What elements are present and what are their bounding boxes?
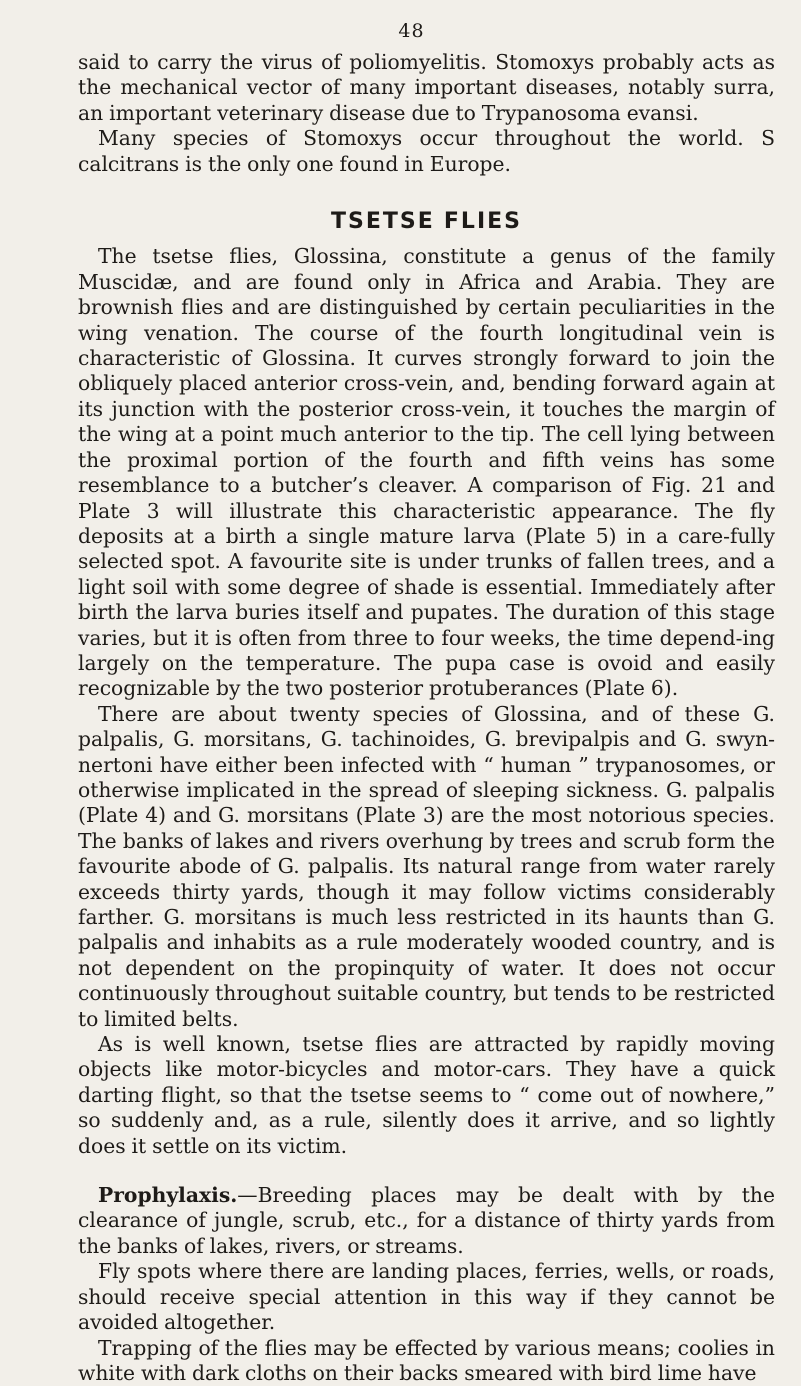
prophylaxis-paragraph-3: Trapping of the flies may be effected by various means; coolies in white with dark cloths on their backs smeared with bird lime have: [78, 1336, 775, 1386]
prophylaxis-paragraph-2: Fly spots where there are landing places, ferries, wells, or roads, should receive special attention in this way if they cannot be avoided altogether.: [78, 1259, 775, 1335]
tsetse-paragraph-3: As is well known, tsetse flies are attracted by rapidly moving objects like motor-bicycles and motor-cars. They have a quick darting flight, so that the tsetse seems to “ come out of nowhere,” so suddenly and, as a rule, silently does it arrive, and so lightly does it settle on its victim.: [78, 1032, 775, 1159]
section-gap: [78, 1159, 775, 1183]
prophylaxis-paragraph-1: [78, 1183, 775, 1259]
tsetse-paragraph-1: The tsetse flies, Glossina, constitute a genus of the family Muscidæ, and are found only in Africa and Arabia. They are brownish flies and are distinguished by certain peculiarities in the wing venation. The course of the fourth longitudinal vein is characteristic of Glossina. It curves strongly forward to join the obliquely placed anterior cross-vein, and, bending forward again at its junction with the posterior cross-vein, it touches the margin of the wing at a point much anterior to the tip. The cell lying between the proximal portion of the fourth and fifth veins has some resemblance to a butcher’s cleaver. A comparison of Fig. 21 and Plate 3 will illustrate this characteristic appearance. The fly deposits at a birth a single mature larva (Plate 5) in a care-fully selected spot. A favourite site is under trunks of fallen trees, and a light soil with some degree of shade is essential. Immediately after birth the larva buries itself and pupates. The duration of this stage varies, but it is often from three to four weeks, the time depend-ing largely on the temperature. The pupa case is ovoid and easily recognizable by the two posterior protuberances (Plate 6).: [78, 244, 775, 701]
intro-paragraph-2: Many species of Stomoxys occur throughout the world. S calcitrans is the only one found in Europe.: [78, 126, 775, 177]
tsetse-paragraph-2: There are about twenty species of Glossina, and of these G. palpalis, G. morsitans, G. tachinoides, G. brevipalpis and G. swyn-nertoni have either been infected with “ human ” trypanosomes, or otherwise implicated in the spread of sleeping sickness. G. palpalis (Plate 4) and G. morsitans (Plate 3) are the most notorious species. The banks of lakes and rivers overhung by trees and scrub form the favourite abode of G. palpalis. Its natural range from water rarely exceeds thirty yards, though it may follow victims considerably farther. G. morsitans is much less restricted in its haunts than G. palpalis and inhabits as a rule moderately wooded country, and is not dependent on the propinquity of water. It does not occur continuously throughout suitable country, but tends to be restricted to limited belts.: [78, 702, 775, 1032]
page-number: 48: [48, 0, 775, 50]
intro-paragraph-1: said to carry the virus of poliomyelitis. Stomoxys probably acts as the mechanical vector of many important diseases, notably surra, an important veterinary disease due to Trypanosoma evansi.: [78, 50, 775, 126]
run-in-heading-prophylaxis: Prophylaxis.: [98, 1183, 237, 1207]
prophylaxis-paragraph-1-text: —Breeding places may be dealt with by the clearance of jungle, scrub, etc., for a distance of thirty yards from the banks of lakes, rivers, or streams.: [78, 1183, 775, 1258]
body-text: [78, 50, 775, 1386]
section-heading-tsetse: TSETSE FLIES: [78, 209, 775, 234]
